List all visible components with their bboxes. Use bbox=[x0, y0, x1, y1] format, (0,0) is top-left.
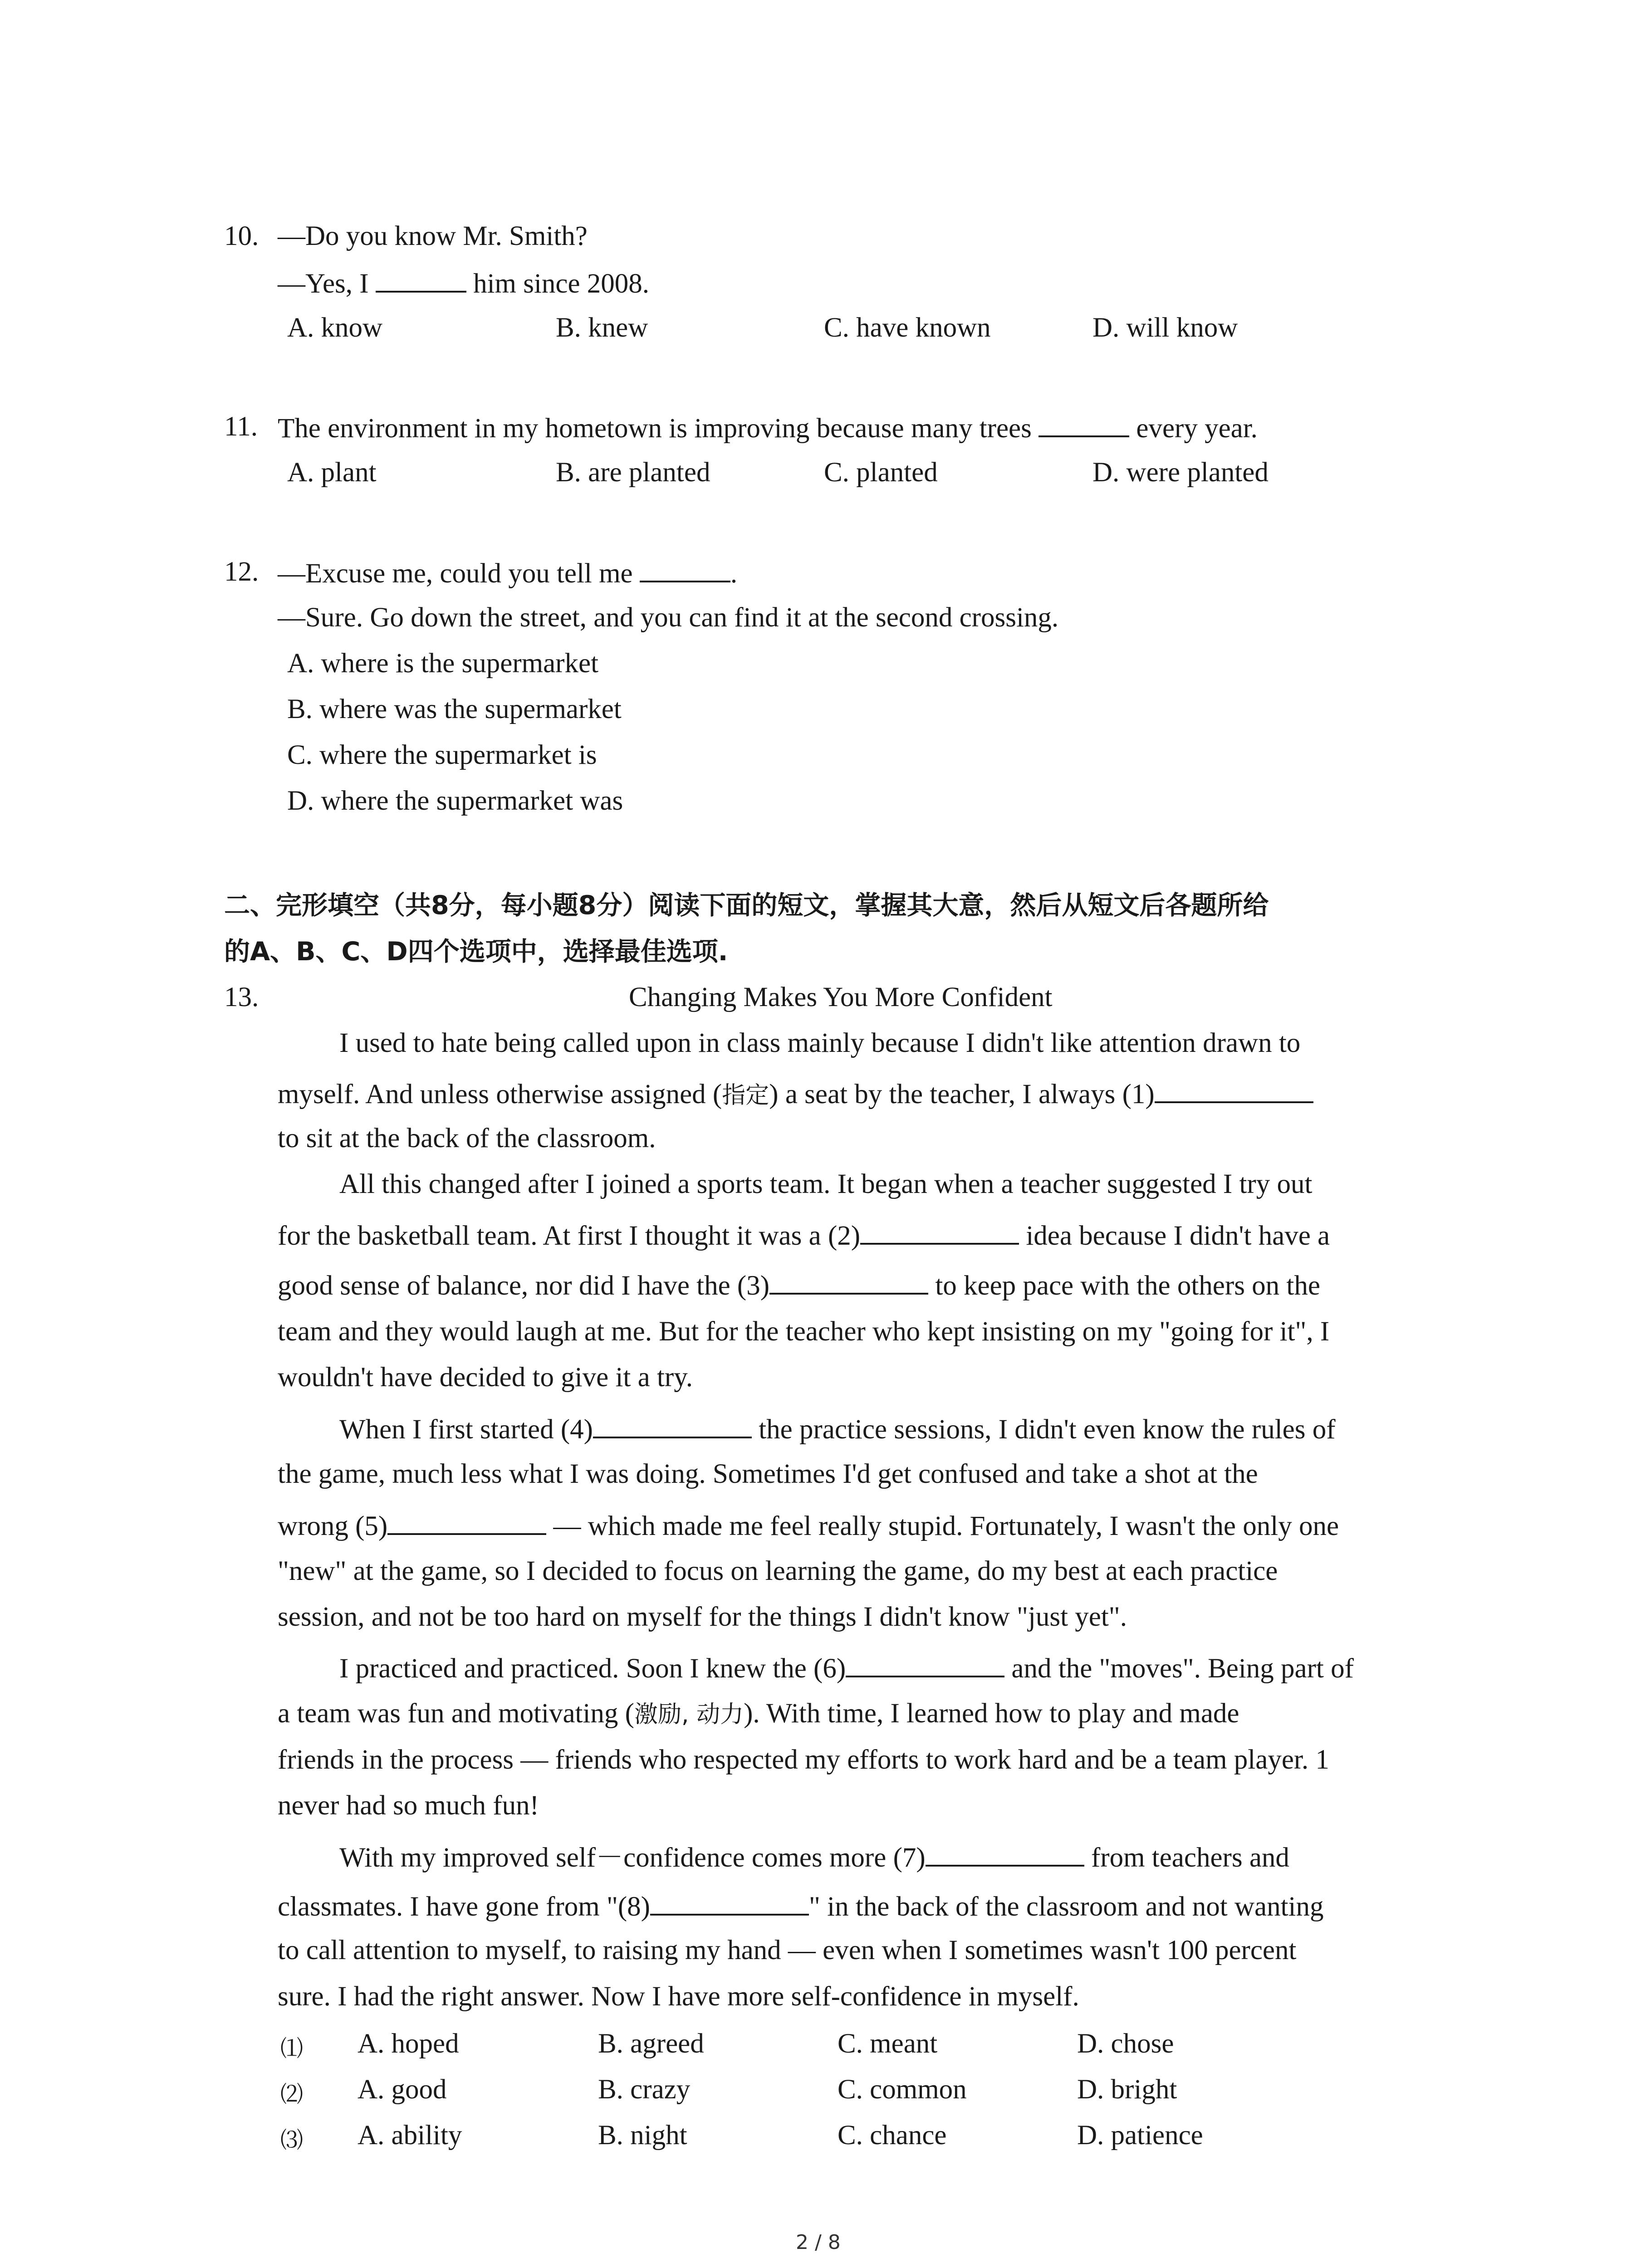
option-d: D. were planted bbox=[1092, 457, 1269, 488]
answer-blank bbox=[593, 1414, 752, 1438]
passage-line: friends in the process — friends who respected my efforts to work hard and be a team player. 1 bbox=[278, 1745, 1329, 1775]
option-b: B. where was the supermarket bbox=[287, 694, 622, 724]
passage-line: to call attention to myself, to raising my hand — even when I sometimes wasn't 100 percent bbox=[278, 1935, 1297, 1965]
answer-blank bbox=[387, 1510, 546, 1535]
option-b: B. are planted bbox=[556, 457, 710, 488]
section-heading-line: 二、完形填空（共8分，每小题8分）阅读下面的短文，掌握其大意，然后从短文后各题所给 bbox=[224, 890, 1269, 920]
answer-blank bbox=[650, 1891, 809, 1916]
passage-line: the game, much less what I was doing. Sometimes I'd get confused and take a shot at the bbox=[278, 1459, 1258, 1489]
section-heading-line: 的A、B、C、D四个选项中，选择最佳选项. bbox=[224, 937, 728, 967]
answer-blank bbox=[846, 1653, 1004, 1677]
option-c: C. have known bbox=[824, 313, 991, 343]
answer-blank bbox=[860, 1220, 1019, 1245]
option-d: D. patience bbox=[1077, 2120, 1203, 2151]
option-c: C. common bbox=[838, 2074, 967, 2105]
option-a: A. hoped bbox=[358, 2028, 459, 2059]
option-b: B. crazy bbox=[598, 2074, 691, 2105]
option-b: B. knew bbox=[556, 313, 648, 343]
answer-blank bbox=[1155, 1079, 1313, 1103]
passage-line: for the basketball team. At first I thought it was a (2) idea because I didn't have a bbox=[278, 1221, 1330, 1251]
passage-line: sure. I had the right answer. Now I have more self-confidence in myself. bbox=[278, 1981, 1079, 2012]
option-c: C. chance bbox=[838, 2120, 947, 2151]
option-a: A. where is the supermarket bbox=[287, 648, 599, 679]
passage-line: wrong (5) — which made me feel really stupid. Fortunately, I wasn't the only one bbox=[278, 1511, 1339, 1541]
page-number: 2 / 8 bbox=[796, 2231, 841, 2254]
passage-line: wouldn't have decided to give it a try. bbox=[278, 1362, 693, 1393]
option-a: A. plant bbox=[287, 457, 377, 488]
answer-blank bbox=[769, 1270, 928, 1295]
answer-blank bbox=[376, 268, 466, 293]
subquestion-number: ⑵ bbox=[280, 2081, 303, 2107]
passage-line: never had so much fun! bbox=[278, 1790, 539, 1821]
option-d: D. bright bbox=[1077, 2074, 1177, 2105]
passage-line: When I first started (4) the practice sessions, I didn't even know the rules of bbox=[339, 1414, 1336, 1445]
option-c: C. meant bbox=[838, 2028, 938, 2059]
question-number: 13. bbox=[224, 982, 259, 1012]
subquestion-number: ⑶ bbox=[280, 2127, 303, 2153]
option-c: C. planted bbox=[824, 457, 938, 488]
answer-blank bbox=[926, 1842, 1084, 1867]
subquestion-number: ⑴ bbox=[280, 2035, 303, 2062]
option-d: D. will know bbox=[1092, 313, 1238, 343]
passage-line: I practiced and practiced. Soon I knew the (6) and the "moves". Being part of bbox=[339, 1653, 1354, 1684]
option-a: A. ability bbox=[358, 2120, 462, 2151]
passage-line: All this changed after I joined a sports team. It began when a teacher suggested I try out bbox=[339, 1169, 1313, 1199]
option-c: C. where the supermarket is bbox=[287, 740, 597, 770]
passage-line: good sense of balance, nor did I have the (3) to keep pace with the others on the bbox=[278, 1271, 1320, 1301]
passage-line: session, and not be too hard on myself for the things I didn't know "just yet". bbox=[278, 1602, 1127, 1632]
answer-blank bbox=[640, 558, 730, 582]
option-a: A. good bbox=[358, 2074, 447, 2105]
dialogue-line: —Sure. Go down the street, and you can find it at the second crossing. bbox=[278, 602, 1059, 633]
passage-line: myself. And unless otherwise assigned (指定) a seat by the teacher, I always (1) bbox=[278, 1079, 1313, 1108]
question-number: 12. bbox=[224, 557, 259, 587]
question-number: 11. bbox=[224, 411, 258, 442]
option-b: B. night bbox=[598, 2120, 687, 2151]
dialogue-line: —Excuse me, could you tell me . bbox=[278, 558, 738, 589]
passage-line: "new" at the game, so I decided to focus on learning the game, do my best at each practice bbox=[278, 1556, 1278, 1586]
option-b: B. agreed bbox=[598, 2028, 704, 2059]
option-d: D. where the supermarket was bbox=[287, 786, 623, 816]
option-a: A. know bbox=[287, 313, 383, 343]
passage-line: With my improved self－confidence comes more (7) from teachers and bbox=[339, 1843, 1289, 1873]
question-stem: The environment in my hometown is improving because many trees every year. bbox=[278, 413, 1258, 444]
dialogue-line: —Yes, I him since 2008. bbox=[278, 269, 650, 299]
passage-line: team and they would laugh at me. But for the teacher who kept insisting on my "going for it", I bbox=[278, 1316, 1330, 1347]
passage-line: a team was fun and motivating (激励, 动力). With time, I learned how to play and made bbox=[278, 1698, 1239, 1729]
question-number: 10. bbox=[224, 221, 259, 251]
answer-blank bbox=[1038, 413, 1129, 437]
passage-line: classmates. I have gone from "(8) " in the back of the classroom and not wanting bbox=[278, 1892, 1324, 1922]
option-d: D. chose bbox=[1077, 2028, 1174, 2059]
dialogue-line: —Do you know Mr. Smith? bbox=[278, 221, 588, 251]
passage-line: I used to hate being called upon in class mainly because I didn't like attention drawn to bbox=[339, 1028, 1301, 1058]
passage-line: to sit at the back of the classroom. bbox=[278, 1123, 656, 1154]
passage-title: Changing Makes You More Confident bbox=[629, 982, 1053, 1012]
